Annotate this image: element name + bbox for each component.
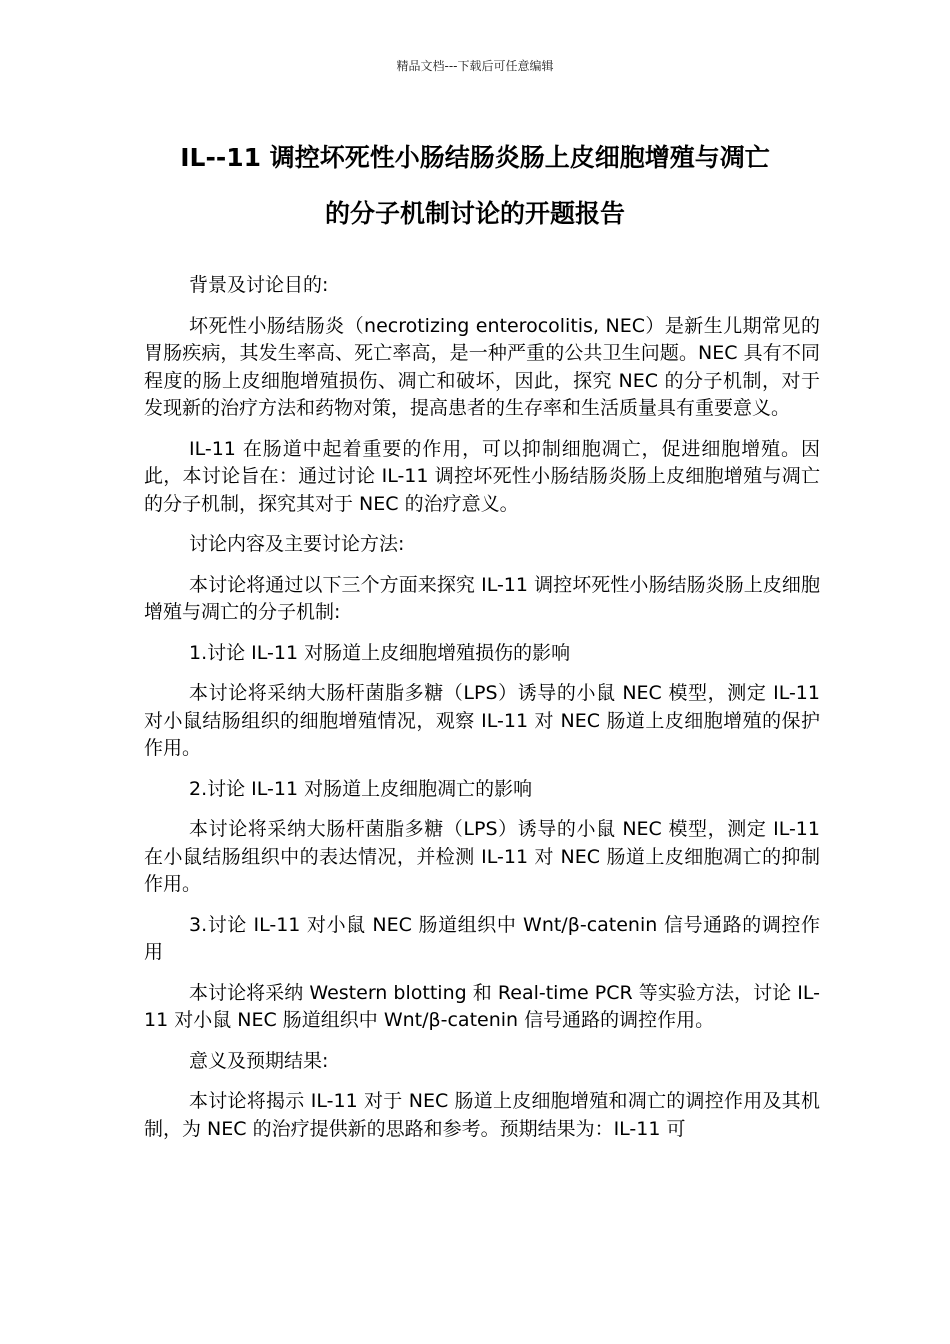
paragraph-significance: 本讨论将揭示 IL-11 对于 NEC 肠道上皮细胞增殖和凋亡的调控作用及其机制，为 NEC 的治疗提供新的思路和参考。预期结果为：IL-11 可 <box>144 1090 820 1140</box>
paragraph-il11-role: IL-11 在肠道中起着重要的作用，可以抑制细胞凋亡，促进细胞增殖。因此，本讨论旨在：通过讨论 IL-11 调控坏死性小肠结肠炎肠上皮细胞增殖与凋亡的分子机制，探究其对于 NEC 的治疗意义。 <box>144 437 820 515</box>
paragraph-methods-overview: 本讨论将通过以下三个方面来探究 IL-11 调控坏死性小肠结肠炎肠上皮细胞增殖与凋亡的分子机制: <box>144 573 820 623</box>
paragraph-nec-intro: 坏死性小肠结肠炎（necrotizing enterocolitis, NEC）是新生儿期常见的胃肠疾病，其发生率高、死亡率高，是一种严重的公共卫生问题。NEC 具有不同程度的肠上皮细胞增殖损伤、凋亡和破坏，因此，探究 NEC 的分子机制，对于发现新的治疗方法和药物对策，提高患者的生存率和生活质量具有重要意义。 <box>144 314 820 419</box>
item-heading-3: 3.讨论 IL-11 对小鼠 NEC 肠道组织中 Wnt/β-catenin 信号通路的调控作用 <box>144 913 820 963</box>
section-heading-methods: 讨论内容及主要讨论方法: <box>189 533 405 555</box>
title-line-1: IL--11 调控坏死性小肠结肠炎肠上皮细胞增殖与凋亡 <box>180 143 770 172</box>
title-line-2: 的分子机制讨论的开题报告 <box>324 199 625 228</box>
document-body <box>144 272 820 1156</box>
paragraph-item-1: 本讨论将采纳大肠杆菌脂多糖（LPS）诱导的小鼠 NEC 模型，测定 IL-11 对小鼠结肠组织的细胞增殖情况，观察 IL-11 对 NEC 肠道上皮细胞增殖的保护作用。 <box>144 682 820 759</box>
item-heading-2: 2.讨论 IL-11 对肠道上皮细胞凋亡的影响 <box>189 777 533 800</box>
item-heading-1: 1.讨论 IL-11 对肠道上皮细胞增殖损伤的影响 <box>189 641 571 664</box>
paragraph-item-2: 本讨论将采纳大肠杆菌脂多糖（LPS）诱导的小鼠 NEC 模型，测定 IL-11 在小鼠结肠组织中的表达情况，并检测 IL-11 对 NEC 肠道上皮细胞凋亡的抑制作用。 <box>144 818 820 895</box>
section-heading-background: 背景及讨论目的: <box>189 274 329 296</box>
header-note: 精品文档---下载后可任意编辑 <box>396 59 554 73</box>
section-heading-significance: 意义及预期结果: <box>189 1049 329 1072</box>
paragraph-item-3: 本讨论将采纳 Western blotting 和 Real-time PCR 等实验方法，讨论 IL-11 对小鼠 NEC 肠道组织中 Wnt/β-catenin 信号通路的调控作用。 <box>144 981 820 1031</box>
document-title <box>120 130 830 242</box>
